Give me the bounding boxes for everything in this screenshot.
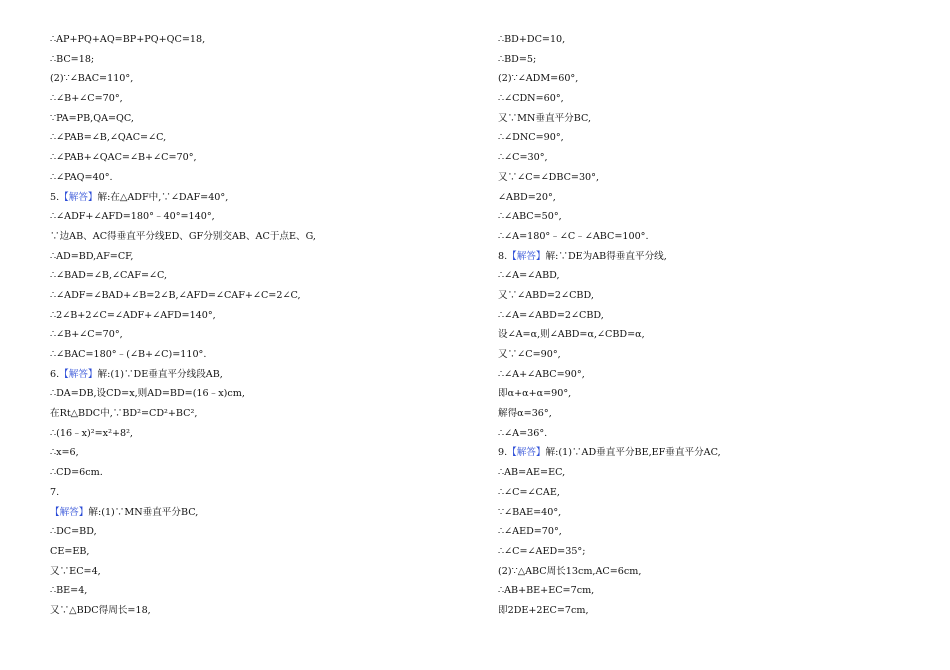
solution-line — [498, 542, 918, 562]
solution-line — [50, 562, 450, 582]
problem-number: 6. — [50, 368, 60, 380]
line-text: 解得α=36°, — [498, 408, 552, 420]
line-text: CE=EB, — [50, 545, 90, 557]
solution-line — [50, 463, 450, 483]
solution-line — [50, 247, 450, 267]
line-text: ∴2∠B+2∠C=∠ADF+∠AFD=140°, — [50, 309, 216, 321]
line-text: ∴∠ADF=∠BAD+∠B=2∠B,∠AFD=∠CAF+∠C=2∠C, — [50, 289, 301, 301]
solution-line — [50, 266, 450, 286]
solution-line — [498, 581, 918, 601]
line-text: ∴∠CDN=60°, — [498, 93, 564, 105]
problem-number: 9. — [498, 447, 508, 459]
solution-line — [50, 542, 450, 562]
line-text: ∴AD=BD,AF=CF, — [50, 250, 134, 262]
line-text: ∴∠A=36°. — [498, 427, 548, 439]
line-text: 又∵∠C=∠DBC=30°, — [498, 171, 599, 183]
right-column — [498, 30, 918, 621]
line-text: ∴∠A=∠ABD, — [498, 270, 560, 282]
solution-line — [498, 562, 918, 582]
solution-line — [498, 384, 918, 404]
line-text: ∴x=6, — [50, 447, 79, 459]
line-text: ∴BD=5; — [498, 53, 537, 65]
solution-line — [498, 227, 918, 247]
line-text: ∴AP+PQ+AQ=BP+PQ+QC=18, — [50, 34, 206, 45]
solution-line — [50, 148, 450, 168]
line-text: 又∵∠ABD=2∠CBD, — [498, 289, 594, 301]
solution-line — [498, 601, 918, 621]
solution-line — [498, 404, 918, 424]
line-text: ∴CD=6cm. — [50, 467, 103, 479]
line-text: ∵PA=PB,QA=QC, — [50, 112, 134, 124]
line-text: ∴(16﹣x)²=x²+8², — [50, 427, 133, 439]
line-text: 解:在△ADF中,∵∠DAF=40°, — [97, 191, 229, 203]
line-text: ∴∠C=30°, — [498, 152, 548, 164]
line-text: ∴∠C=∠CAE, — [498, 486, 560, 498]
line-text: ∴∠DNC=90°, — [498, 132, 564, 144]
line-text: 又∵△BDC得周长=18, — [50, 604, 151, 616]
solution-line — [50, 345, 450, 365]
solution-line — [50, 424, 450, 444]
solution-line — [498, 522, 918, 542]
line-text: (2)∵∠ADM=60°, — [498, 73, 579, 85]
solution-line — [498, 306, 918, 326]
answer-tag: 【解答】 — [507, 250, 546, 262]
line-text: 又∵EC=4, — [50, 565, 101, 577]
line-text: ∴DC=BD, — [50, 526, 97, 538]
problem-number: 5. — [50, 191, 60, 203]
line-text: 解:(1)∵MN垂直平分BC, — [88, 506, 199, 518]
solution-line — [50, 522, 450, 542]
solution-line — [50, 483, 450, 503]
line-text: ∴∠B+∠C=70°, — [50, 93, 123, 105]
solution-line — [50, 325, 450, 345]
line-text: ∴∠BAC=180°﹣(∠B+∠C)=110°. — [50, 349, 207, 360]
line-text: 即α+α+α=90°, — [498, 388, 572, 400]
line-text: 7. — [50, 486, 60, 498]
line-text: 即2DE+2EC=7cm, — [498, 604, 589, 616]
left-column — [50, 30, 450, 621]
solution-line — [498, 207, 918, 227]
line-text: ∴∠ABC=50°, — [498, 211, 562, 223]
line-text: 解:(1)∵AD垂直平分BE,EF垂直平分AC, — [545, 447, 721, 459]
solution-line — [50, 503, 450, 523]
line-text: 又∵∠C=90°, — [498, 349, 561, 360]
answer-tag: 【解答】 — [507, 447, 546, 459]
solution-line — [498, 286, 918, 306]
solution-line — [50, 30, 450, 50]
solution-line — [50, 109, 450, 129]
solution-line — [50, 365, 450, 385]
solution-line — [498, 463, 918, 483]
solution-line — [50, 89, 450, 109]
line-text: ∴∠AED=70°, — [498, 526, 562, 538]
solution-line — [50, 286, 450, 306]
line-text: ∴∠A+∠ABC=90°, — [498, 368, 585, 380]
solution-line — [498, 50, 918, 70]
line-text: ∴AB=AE=EC, — [498, 467, 566, 479]
solution-line — [498, 109, 918, 129]
line-text: 解:(1)∵DE垂直平分线段AB, — [97, 368, 223, 380]
solution-line — [50, 69, 450, 89]
solution-line — [50, 306, 450, 326]
problem-number: 8. — [498, 250, 508, 262]
line-text: ∴∠PAQ=40°. — [50, 171, 113, 183]
line-text: 又∵MN垂直平分BC, — [498, 112, 592, 124]
line-text: ∴∠PAB+∠QAC=∠B+∠C=70°, — [50, 152, 197, 164]
solution-line — [50, 601, 450, 621]
solution-line — [50, 128, 450, 148]
solution-line — [498, 365, 918, 385]
solution-line — [498, 188, 918, 208]
line-text: ∴BD+DC=10, — [498, 34, 566, 45]
answer-tag: 【解答】 — [59, 368, 98, 380]
line-text: ∴∠ADF+∠AFD=180°﹣40°=140°, — [50, 211, 215, 223]
line-text: ∠ABD=20°, — [498, 191, 556, 203]
solution-line — [50, 227, 450, 247]
solution-line — [50, 168, 450, 188]
solution-line — [498, 247, 918, 267]
solution-line — [498, 345, 918, 365]
solution-line — [498, 30, 918, 50]
solution-line — [50, 581, 450, 601]
answer-tag: 【解答】 — [59, 191, 98, 203]
line-text: (2)∵∠BAC=110°, — [50, 73, 134, 85]
line-text: ∴∠A=∠ABD=2∠CBD, — [498, 309, 604, 321]
solution-line — [50, 404, 450, 424]
solution-line — [498, 69, 918, 89]
solution-line — [498, 424, 918, 444]
line-text: ∴DA=DB,设CD=x,则AD=BD=(16﹣x)cm, — [50, 388, 245, 400]
solution-line — [498, 503, 918, 523]
solution-line — [498, 266, 918, 286]
line-text: 在Rt△BDC中,∵BD²=CD²+BC², — [50, 408, 198, 420]
solution-line — [498, 89, 918, 109]
line-text: ∴∠BAD=∠B,∠CAF=∠C, — [50, 270, 168, 282]
line-text: ∴BE=4, — [50, 585, 88, 597]
solution-line — [50, 207, 450, 227]
solution-line — [498, 148, 918, 168]
solution-line — [50, 384, 450, 404]
solution-line — [498, 168, 918, 188]
line-text: ∵∠BAE=40°, — [498, 506, 562, 518]
solution-line — [498, 483, 918, 503]
line-text: ∴AB+BE+EC=7cm, — [498, 585, 595, 597]
solution-line — [50, 188, 450, 208]
solution-line — [498, 325, 918, 345]
solution-line — [50, 443, 450, 463]
line-text: ∴∠C=∠AED=35°; — [498, 545, 586, 557]
line-text: ∴BC=18; — [50, 53, 95, 65]
line-text: (2)∵△ABC周长13cm,AC=6cm, — [498, 565, 642, 577]
solution-line — [498, 443, 918, 463]
line-text: 设∠A=α,则∠ABD=α,∠CBD=α, — [498, 329, 645, 341]
solution-line — [498, 128, 918, 148]
answer-tag: 【解答】 — [50, 506, 89, 518]
line-text: ∵边AB、AC得垂直平分线ED、GF分别交AB、AC于点E、G, — [50, 230, 316, 242]
line-text: ∴∠A=180°﹣∠C﹣∠ABC=100°. — [498, 230, 649, 242]
line-text: ∴∠PAB=∠B,∠QAC=∠C, — [50, 132, 167, 144]
line-text: 解:∵DE为AB得垂直平分线, — [545, 250, 667, 262]
line-text: ∴∠B+∠C=70°, — [50, 329, 123, 341]
solution-line — [50, 50, 450, 70]
